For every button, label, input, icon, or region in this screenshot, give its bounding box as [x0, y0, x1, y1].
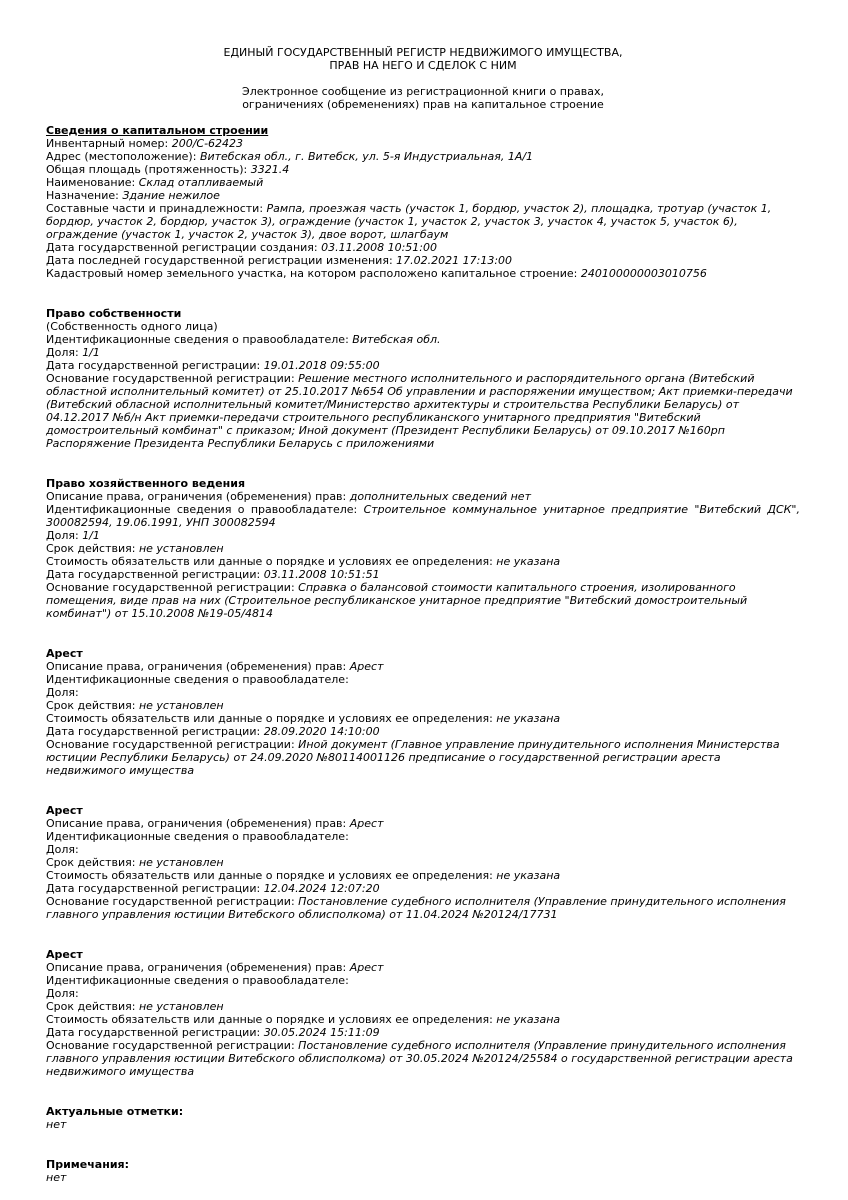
arrest-term-row [46, 699, 800, 712]
cost-value: не указана [496, 712, 561, 725]
economic-cost-row [46, 555, 800, 568]
reg-date-value: 19.01.2018 09:55:00 [263, 359, 380, 372]
ownership-holder-row [46, 333, 800, 346]
header-title-line2: ПРАВ НА НЕГО И СДЕЛОК С НИМ [329, 59, 517, 72]
notes-section [46, 1158, 800, 1184]
reg-date-value: 30.05.2024 15:11:09 [263, 1026, 380, 1039]
arrest-holder-row: Идентификационные сведения о правообладателе: [46, 673, 349, 686]
reg-date-value: 12.04.2024 12:07:20 [263, 882, 380, 895]
cost-label: Стоимость обязательств или данные о порядке и условиях ее определения: [46, 555, 497, 568]
basis-value: Постановление судебного исполнителя (Управление принудительного исполнения главного управления юстиции Витебского облисполкома) от 30.05.2024 №20124/25584 о государственной регистрации ареста недвижимого имущества [46, 1039, 793, 1078]
holder-label: Идентификационные сведения о правообладателе: [46, 503, 364, 516]
purpose-value: Здание нежилое [122, 189, 220, 202]
arrest-section [46, 804, 800, 921]
reg-changed-value: 17.02.2021 17:13:00 [396, 254, 513, 267]
arrest-share-row: Доля: [46, 987, 79, 1000]
economic-holder-row [46, 503, 800, 529]
arrest-basis-row [46, 738, 800, 777]
reg-date-label: Дата государственной регистрации: [46, 882, 264, 895]
term-label: Срок действия: [46, 542, 139, 555]
ownership-reg-date-row [46, 359, 800, 372]
address-row [46, 150, 800, 163]
term-label: Срок действия: [46, 856, 139, 869]
ownership-basis-row [46, 372, 800, 450]
arrest-desc-row [46, 660, 800, 673]
building-section-title: Сведения о капитальном строении [46, 124, 269, 137]
cost-value: не указана [496, 555, 561, 568]
ownership-share-row [46, 346, 800, 359]
parts-row [46, 202, 800, 241]
arrest-reg-date-row [46, 1026, 800, 1039]
cadastral-value: 240100000003010756 [580, 267, 707, 280]
inventory-number-value: 200/C-62423 [171, 137, 244, 150]
basis-label: Основание государственной регистрации: [46, 895, 299, 908]
arrest-section [46, 948, 800, 1078]
term-value: не установлен [138, 542, 224, 555]
basis-value: Постановление судебного исполнителя (Управление принудительного исполнения главного управления юстиции Витебского облисполкома) от 11.04.2024 №20124/17731 [46, 895, 786, 921]
share-label: Доля: [46, 529, 83, 542]
economic-term-row [46, 542, 800, 555]
purpose-label: Назначение: [46, 189, 123, 202]
address-value: Витебская обл., г. Витебск, ул. 5-я Индустриальная, 1А/1 [199, 150, 534, 163]
economic-share-row [46, 529, 800, 542]
header-subtitle-line2: ограничениях (обременениях) прав на капитальное строение [242, 98, 604, 111]
economic-basis-row [46, 581, 800, 620]
arrest-desc-row [46, 817, 800, 830]
term-value: не установлен [138, 856, 224, 869]
reg-date-label: Дата государственной регистрации: [46, 359, 264, 372]
actual-marks-value: нет [46, 1118, 67, 1131]
desc-value: Арест [349, 660, 384, 673]
building-section [46, 124, 800, 280]
term-value: не установлен [138, 1000, 224, 1013]
term-value: не установлен [138, 699, 224, 712]
arrest-desc-row [46, 961, 800, 974]
economic-reg-date-row [46, 568, 800, 581]
cost-label: Стоимость обязательств или данные о порядке и условиях ее определения: [46, 869, 497, 882]
cost-label: Стоимость обязательств или данные о порядке и условиях ее определения: [46, 1013, 497, 1026]
reg-date-label: Дата государственной регистрации: [46, 568, 264, 581]
name-value: Склад отапливаемый [138, 176, 264, 189]
reg-date-value: 03.11.2008 10:51:51 [263, 568, 380, 581]
arrest-cost-row [46, 869, 800, 882]
actual-marks-title: Актуальные отметки: [46, 1105, 184, 1118]
arrest-holder-row: Идентификационные сведения о правообладателе: [46, 974, 349, 987]
arrest-cost-row [46, 712, 800, 725]
basis-value: Справка о балансовой стоимости капитального строения, изолированного помещения, виде прав на них (Строительное республиканское унитарное предприятие "Витебский домостроительный комбинат") от 15.10.2008 №19-05/4814 [46, 581, 748, 620]
desc-label: Описание права, ограничения (обременения) прав: [46, 490, 350, 503]
arrest-title: Арест [46, 948, 83, 961]
share-value: 1/1 [82, 346, 100, 359]
share-value: 1/1 [82, 529, 100, 542]
arrest-cost-row [46, 1013, 800, 1026]
desc-label: Описание права, ограничения (обременения) прав: [46, 817, 350, 830]
term-label: Срок действия: [46, 699, 139, 712]
desc-value: Арест [349, 817, 384, 830]
arrest-basis-row [46, 895, 800, 921]
arrest-share-row: Доля: [46, 843, 79, 856]
ownership-section [46, 307, 800, 450]
reg-date-label: Дата государственной регистрации: [46, 725, 264, 738]
holder-value: Витебская обл. [352, 333, 441, 346]
name-label: Наименование: [46, 176, 139, 189]
arrest-reg-date-row [46, 882, 800, 895]
address-label: Адрес (местоположение): [46, 150, 200, 163]
desc-value: Арест [349, 961, 384, 974]
economic-right-title: Право хозяйственного ведения [46, 477, 246, 490]
reg-created-value: 03.11.2008 10:51:00 [321, 241, 438, 254]
basis-label: Основание государственной регистрации: [46, 581, 299, 594]
area-row [46, 163, 800, 176]
arrest-section [46, 647, 800, 777]
term-label: Срок действия: [46, 1000, 139, 1013]
economic-desc-row [46, 490, 800, 503]
desc-label: Описание права, ограничения (обременения) прав: [46, 961, 350, 974]
basis-label: Основание государственной регистрации: [46, 738, 299, 751]
document-page [46, 46, 800, 1184]
reg-changed-label: Дата последней государственной регистрации изменения: [46, 254, 397, 267]
ownership-title: Право собственности [46, 307, 182, 320]
basis-label: Основание государственной регистрации: [46, 372, 299, 385]
purpose-row [46, 189, 800, 202]
inventory-number-label: Инвентарный номер: [46, 137, 172, 150]
reg-date-label: Дата государственной регистрации: [46, 1026, 264, 1039]
reg-date-value: 28.09.2020 14:10:00 [263, 725, 380, 738]
arrest-title: Арест [46, 804, 83, 817]
area-label: Общая площадь (протяженность): [46, 163, 251, 176]
cadastral-row [46, 267, 800, 280]
basis-value: Решение местного исполнительного и распорядительного органа (Витебский областной исполнительный комитет) от 25.10.2017 №654 Об управлении и распоряжении имуществом; Акт приемки-передачи (Витебский обласной исполнительный комитет/Министерство архитектуры и строительства Республики Беларусь) от 04.12.2017 №б/н Акт приемки-передачи строительного республиканского унитарного предприятия "Витебский домостроительный комбинат" с приказом; Иной документ (Президент Республики Беларусь) от 09.10.2017 №160рп Распоряжение Президента Республики Беларусь с приложениями [46, 372, 793, 450]
parts-value: Рампа, проезжая часть (участок 1, бордюр, участок 2), площадка, тротуар (участок 1, бордюр, участок 2, бордюр, участок 3), ограждение (участок 1, участок 2, участок 3, участок 4, участок 5, участок 6), ограждение (участок 1, участок 2, участок 3), двое ворот, шлагбаум [46, 202, 772, 241]
share-label: Доля: [46, 346, 83, 359]
inventory-number-row [46, 137, 800, 150]
cost-label: Стоимость обязательств или данные о порядке и условиях ее определения: [46, 712, 497, 725]
reg-created-label: Дата государственной регистрации создания: [46, 241, 322, 254]
basis-label: Основание государственной регистрации: [46, 1039, 299, 1052]
arrest-basis-row [46, 1039, 800, 1078]
arrest-term-row [46, 1000, 800, 1013]
header-title-line1: ЕДИНЫЙ ГОСУДАРСТВЕННЫЙ РЕГИСТР НЕДВИЖИМОГО ИМУЩЕСТВА, [223, 46, 623, 59]
reg-changed-row [46, 254, 800, 267]
arrest-term-row [46, 856, 800, 869]
desc-value: дополнительных сведений нет [349, 490, 531, 503]
basis-value: Иной документ (Главное управление принудительного исполнения Министерства юстиции Республики Беларусь) от 24.09.2020 №80114001126 предписание о государственной регистрации ареста недвижимого имущества [46, 738, 780, 777]
desc-label: Описание права, ограничения (обременения) прав: [46, 660, 350, 673]
document-header [46, 46, 800, 111]
reg-created-row [46, 241, 800, 254]
cost-value: не указана [496, 869, 561, 882]
notes-value: нет [46, 1171, 67, 1184]
arrest-share-row: Доля: [46, 686, 79, 699]
arrest-title: Арест [46, 647, 83, 660]
actual-marks-section [46, 1105, 800, 1131]
ownership-type: (Собственность одного лица) [46, 320, 218, 333]
cost-value: не указана [496, 1013, 561, 1026]
holder-value: Строительное коммунальное унитарное предприятие "Витебский ДСК", 300082594, 19.06.1991, УНП 300082594 [46, 503, 800, 529]
notes-title: Примечания: [46, 1158, 129, 1171]
cadastral-label: Кадастровый номер земельного участка, на котором расположено капитальное строение: [46, 267, 581, 280]
arrest-holder-row: Идентификационные сведения о правообладателе: [46, 830, 349, 843]
name-row [46, 176, 800, 189]
arrest-reg-date-row [46, 725, 800, 738]
header-subtitle-line1: Электронное сообщение из регистрационной книги о правах, [242, 85, 604, 98]
holder-label: Идентификационные сведения о правообладателе: [46, 333, 353, 346]
parts-label: Составные части и принадлежности: [46, 202, 267, 215]
economic-right-section [46, 477, 800, 620]
area-value: 3321.4 [250, 163, 290, 176]
